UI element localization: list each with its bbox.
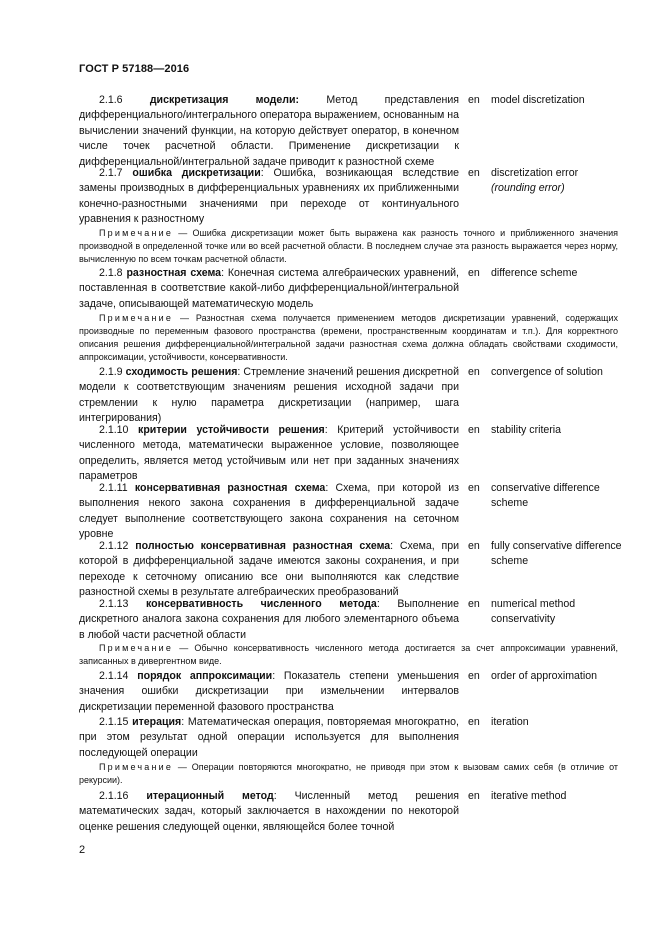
entry-term: критерии устойчивости решения bbox=[138, 424, 325, 436]
lang-code: en bbox=[468, 267, 480, 279]
note-3 bbox=[79, 642, 618, 668]
entry-definition: 2.1.8 разностная схема: Конечная система алгебраических уравнений, поставленная в соответствие какой-либо дифференциальной/интегральной задаче, описывающей математическую модель bbox=[79, 267, 459, 310]
note-text: — Ошибка дискретизации может быть выражена как разность точного и приближенного значения производной в определенной точке или во всей расчетной области. В последнем случае эта разность выражается через норму, вычисленную по всем точкам расчетной области. bbox=[79, 228, 618, 264]
entry-equivalent bbox=[468, 93, 618, 108]
english-term-alt: (rounding error) bbox=[491, 182, 565, 195]
note-label: Примечание bbox=[99, 313, 174, 323]
entry-term: порядок аппроксимации bbox=[137, 670, 273, 682]
lang-code: en bbox=[468, 167, 480, 179]
note-text: — Обычно консервативность численного метода достигается за счет аппроксимации уравнений, записанных в дивергентном виде. bbox=[79, 643, 618, 666]
entry-text: Ошибка, возникающая вследствие замены производных в дифференциальных уравнениях их приближенными конечно-разностными значениями при переходе от континуального уравнения к разностному bbox=[79, 167, 459, 226]
entry-number: 2.1.8 bbox=[99, 267, 123, 279]
lang-code: en bbox=[468, 540, 480, 552]
entry-term: ошибка дискретизации bbox=[132, 167, 261, 179]
entry-equivalent bbox=[468, 481, 618, 510]
entry-definition bbox=[79, 93, 459, 170]
english-term: order of approximation bbox=[491, 670, 597, 682]
entry-number: 2.1.13 bbox=[99, 598, 129, 610]
lang-code: en bbox=[468, 366, 480, 378]
lang-code: en bbox=[468, 424, 480, 436]
entry-definition: 2.1.14 порядок аппроксимации: Показатель степени уменьшения значения ошибки дискретизации при измельчении интервалов дискретизации переменной фазового пространства bbox=[79, 670, 459, 713]
entry-term: разностная схема bbox=[126, 267, 222, 279]
entry-number: 2.1.7 bbox=[99, 167, 123, 179]
entry-text: Схема, при которой из выполнения некого закона сохранения в дифференциальной задаче следует выполнение соответствующего закона сохранения на сеточном уровне bbox=[79, 482, 459, 541]
entry-definition: 2.1.12 полностью консервативная разностная схема: Схема, при которой в дифференциальной задаче имеются законы сохранения, и при переходе к сеточному описанию все они выполняются как следствие разностной схемы в результате алгебраических преобразований bbox=[79, 540, 460, 599]
entry-text: Критерий устойчивости численного метода, математически выраженное условие, позволяющее определить, является метод устойчивым или нет при заданных значениях параметров bbox=[79, 424, 459, 483]
entry-text: Конечная система алгебраических уравнений, поставленная в соответствие какой-либо дифференциальной/интегральной задаче, описывающей математическую модель bbox=[79, 267, 459, 310]
entry-text: Численный метод решения математических задач, который заключается в нахождении по некоторой оценке решения следующей оценки, являющейся более точной bbox=[79, 790, 459, 833]
english-term: stability criteria bbox=[491, 424, 562, 436]
entry-term: итерация bbox=[132, 716, 182, 728]
note-2 bbox=[79, 312, 618, 364]
english-term: convergence of solution bbox=[491, 366, 603, 378]
entry-equivalent bbox=[468, 166, 618, 195]
entry-definition: 2.1.9 сходимость решения: Стремление значений решения дискретной модели к соответствующим значениям решения исходной задачи при стремлении к нулю параметра дискретизации (например, шага интегрирования) bbox=[79, 366, 459, 425]
english-term: difference scheme bbox=[491, 267, 578, 279]
note-4 bbox=[79, 761, 618, 787]
lang-code: en bbox=[468, 598, 480, 610]
english-term: conservative difference scheme bbox=[491, 482, 600, 510]
english-term: iterative method bbox=[491, 790, 567, 802]
lang-code: en bbox=[468, 716, 480, 728]
lang-code: en bbox=[468, 670, 480, 682]
entry-equivalent bbox=[468, 266, 618, 281]
english-term: numerical method conservativity bbox=[491, 598, 576, 626]
lang-code: en bbox=[468, 94, 480, 106]
note-text: — Операции повторяются многократно, не приводя при этом к вызовам самих себя (в отличие от рекурсии). bbox=[79, 762, 618, 785]
entry-definition: 2.1.15 итерация: Математическая операция, повторяемая многократно, при этом результат одной операции используется для выполнения последующей операции bbox=[79, 716, 459, 759]
lang-code: en bbox=[468, 790, 480, 802]
entry-text: Метод представления дифференциального/интегрального оператора выражением, основанным на вычислении значений функции, на которую действует оператор, в конечном числе точек расчетной области. Применение дискретизации к дифференциальной/интегральной задаче приводит к разностной схеме bbox=[79, 94, 460, 168]
note-label: Примечание bbox=[99, 643, 174, 653]
entry-number: 2.1.14 bbox=[99, 670, 129, 682]
entry-definition: 2.1.10 критерии устойчивости решения: Критерий устойчивости численного метода, математически выраженное условие, позволяющее определить, является метод устойчивым или нет при заданных значениях параметров bbox=[79, 424, 459, 483]
entry-equivalent bbox=[468, 423, 618, 438]
entry-term: итерационный метод bbox=[146, 790, 274, 802]
entry-term: консервативная разностная схема bbox=[134, 482, 326, 494]
entry-number: 2.1.10 bbox=[99, 424, 129, 436]
entry-number: 2.1.11 bbox=[99, 482, 128, 494]
note-1 bbox=[79, 227, 618, 266]
entry-number: 2.1.12 bbox=[99, 540, 129, 552]
english-term: iteration bbox=[491, 716, 529, 728]
note-text: — Разностная схема получается применением методов дискретизации уравнений, содержащих производные по переменным фазового пространства (времени, пространственным координатам и т.п.). Для корректного описания решения дифференциальной/интегральной задачи разностная схема должна обладать свойствами сходимости, аппроксимации, устойчивости, консервативности. bbox=[79, 313, 618, 362]
entry-equivalent bbox=[468, 669, 618, 684]
entry-definition: 2.1.7 ошибка дискретизации: Ошибка, возникающая вследствие замены производных в дифференциальных уравнениях их приближенными конечно-разностными значениями при переходе от континуального уравнения к разностному bbox=[79, 167, 459, 226]
document-header: ГОСТ Р 57188—2016 bbox=[79, 63, 190, 75]
note-label: Примечание bbox=[99, 228, 174, 238]
entry-term: полностью консервативная разностная схема bbox=[135, 540, 391, 552]
lang-code: en bbox=[468, 482, 480, 494]
entry-term: сходимость решения bbox=[125, 366, 238, 378]
entry-equivalent bbox=[468, 597, 618, 626]
english-term: discretization error bbox=[491, 167, 579, 179]
page-number: 2 bbox=[79, 844, 86, 856]
entry-definition: 2.1.11 консервативная разностная схема: Схема, при которой из выполнения некого закона сохранения в дифференциальной задаче следует выполнение соответствующего закона сохранения на сеточном уровне bbox=[79, 482, 459, 541]
entry-text: Стремление значений решения дискретной модели к соответствующим значениям решения исходной задачи при стремлении к нулю параметра дискретизации (например, шага интегрирования) bbox=[79, 366, 459, 425]
entry-equivalent bbox=[468, 539, 622, 568]
entry-text: Математическая операция, повторяемая многократно, при этом результат одной операции используется для выполнения последующей операции bbox=[79, 716, 459, 759]
english-term: fully conservative difference scheme bbox=[491, 540, 622, 568]
entry-definition: 2.1.13 консервативность численного метода: Выполнение дискретного аналога закона сохранения для любого элементарного объема в любой части расчетной области bbox=[79, 598, 459, 641]
entry-term: дискретизация модели: bbox=[149, 94, 300, 106]
entry-number: 2.1.9 bbox=[99, 366, 123, 378]
entry-equivalent bbox=[468, 789, 618, 804]
entry-number: 2.1.15 bbox=[99, 716, 129, 728]
entry-number: 2.1.16 bbox=[99, 790, 129, 802]
entry-text: Выполнение дискретного аналога закона сохранения для любого элементарного объема в любой части расчетной области bbox=[79, 598, 459, 641]
entry-term: консервативность численного метода bbox=[146, 598, 377, 610]
entry-equivalent bbox=[468, 365, 618, 380]
note-label: Примечание bbox=[99, 762, 174, 772]
entry-equivalent bbox=[468, 715, 618, 730]
english-term: model discretization bbox=[491, 94, 585, 106]
entry-text: Схема, при которой в дифференциальной задаче имеются законы сохранения, и при переходе к сеточному описанию все они выполняются как следствие разностной схемы в результате алгебраических преобразований bbox=[79, 540, 460, 599]
entry-definition: 2.1.16 итерационный метод: Численный метод решения математических задач, который заключается в нахождении по некоторой оценке решения следующей оценки, являющейся более точной bbox=[79, 790, 459, 833]
entry-number: 2.1.6 bbox=[99, 94, 123, 106]
entry-text: Показатель степени уменьшения значения ошибки дискретизации при измельчении интервалов дискретизации переменной фазового пространства bbox=[79, 670, 459, 713]
